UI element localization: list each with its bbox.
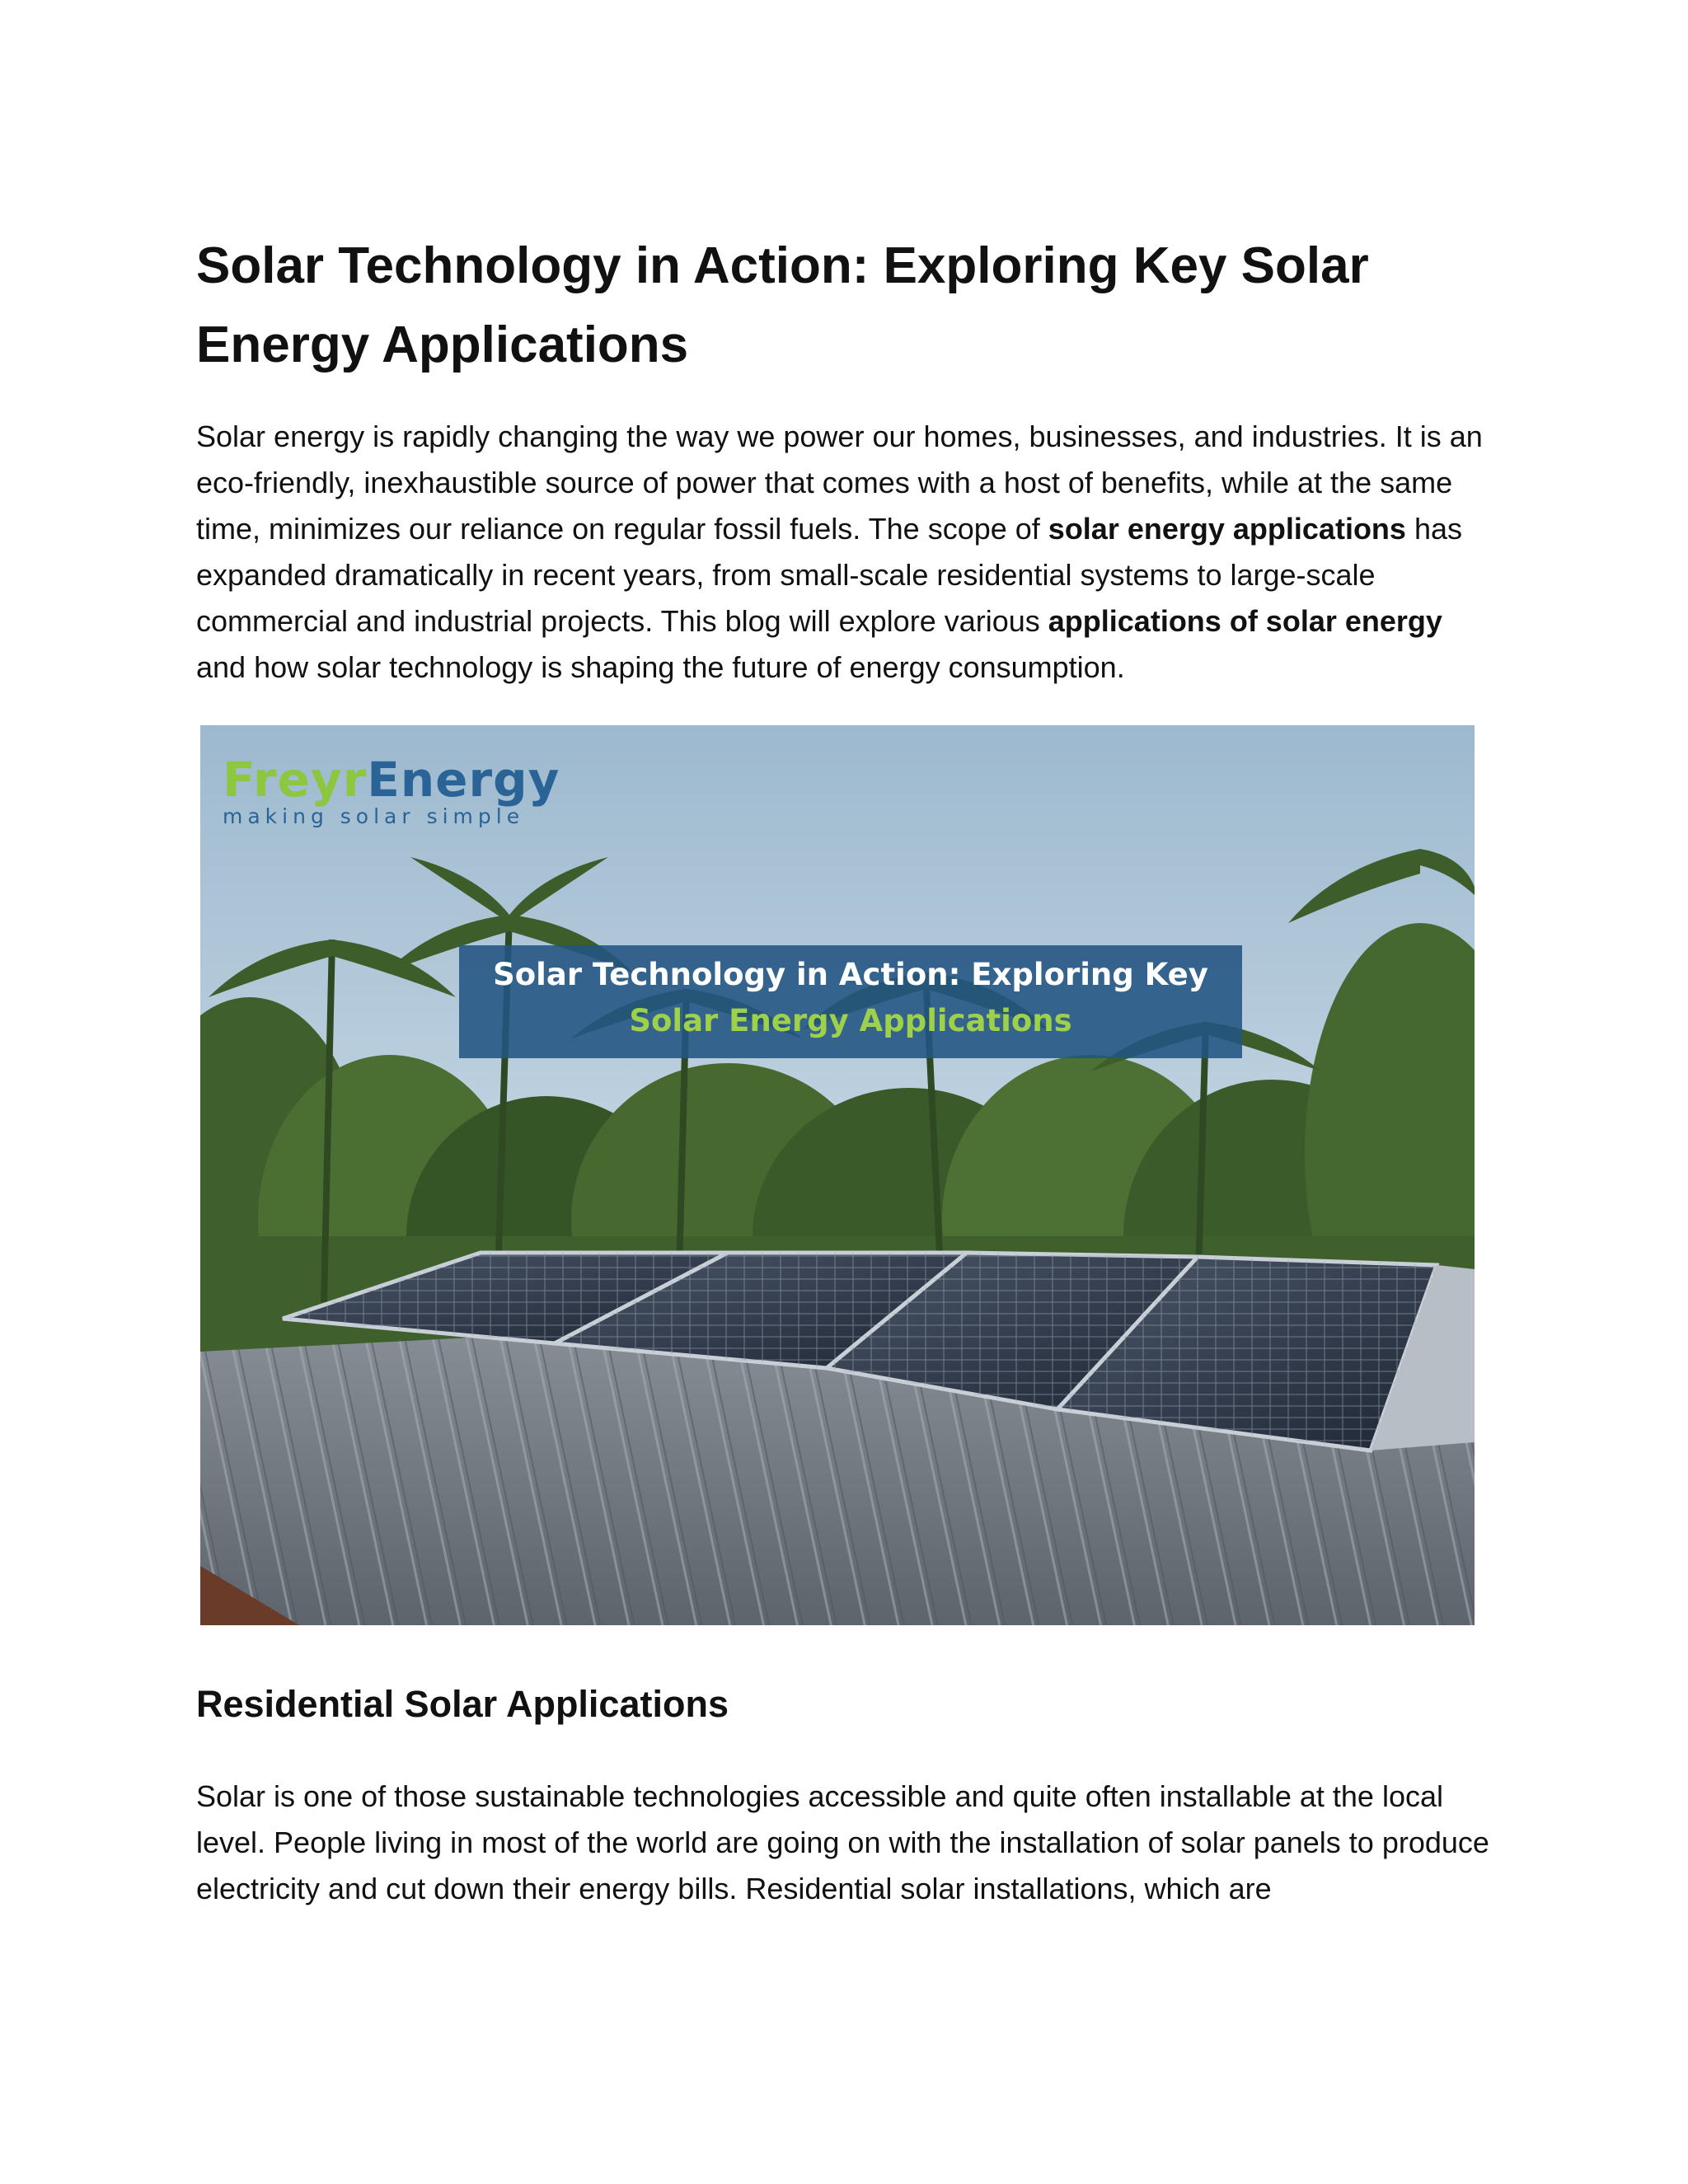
freyr-energy-logo [223,753,560,828]
intro-text-1: Solar energy is rapidly changing the way we power our homes, businesses, and industries. It is an eco-friendly, inexhaustible source of power that comes with a host of benefits, while at the same time, minimizes our reliance on regular fossil fuels. The scope of [196,419,1483,546]
logo-freyr: Freyr [223,752,368,808]
hero-illustration [200,725,1475,1625]
intro-paragraph [196,414,1498,691]
hero-image [200,725,1475,1625]
intro-text-2: has expanded dramatically in recent years, from small-scale residential systems to large-scale commercial and industrial projects. This blog will explore various [196,512,1462,638]
logo-energy: Energy [367,752,560,808]
banner-line-1: Solar Technology in Action: Exploring Key [493,957,1208,992]
residential-paragraph: Solar is one of those sustainable technologies accessible and quite often installable at the local level. People living in most of the world are going on with the installation of solar panels to produce electricity and cut down their energy bills. Residential solar installations, which are [196,1779,1489,1905]
intro-bold-1: solar energy applications [1048,512,1406,546]
article-title: Solar Technology in Action: Exploring Key Solar Energy Applications [196,237,1369,373]
intro-bold-2: applications of solar energy [1048,604,1442,638]
image-title-banner [459,945,1242,1058]
logo-tagline: making solar simple [223,804,525,828]
logo-wordmark [223,753,560,806]
intro-text-3: and how solar technology is shaping the future of energy consumption. [196,650,1125,684]
section-heading-residential: Residential Solar Applications [196,1683,729,1725]
banner-line-2: Solar Energy Applications [629,1003,1072,1038]
